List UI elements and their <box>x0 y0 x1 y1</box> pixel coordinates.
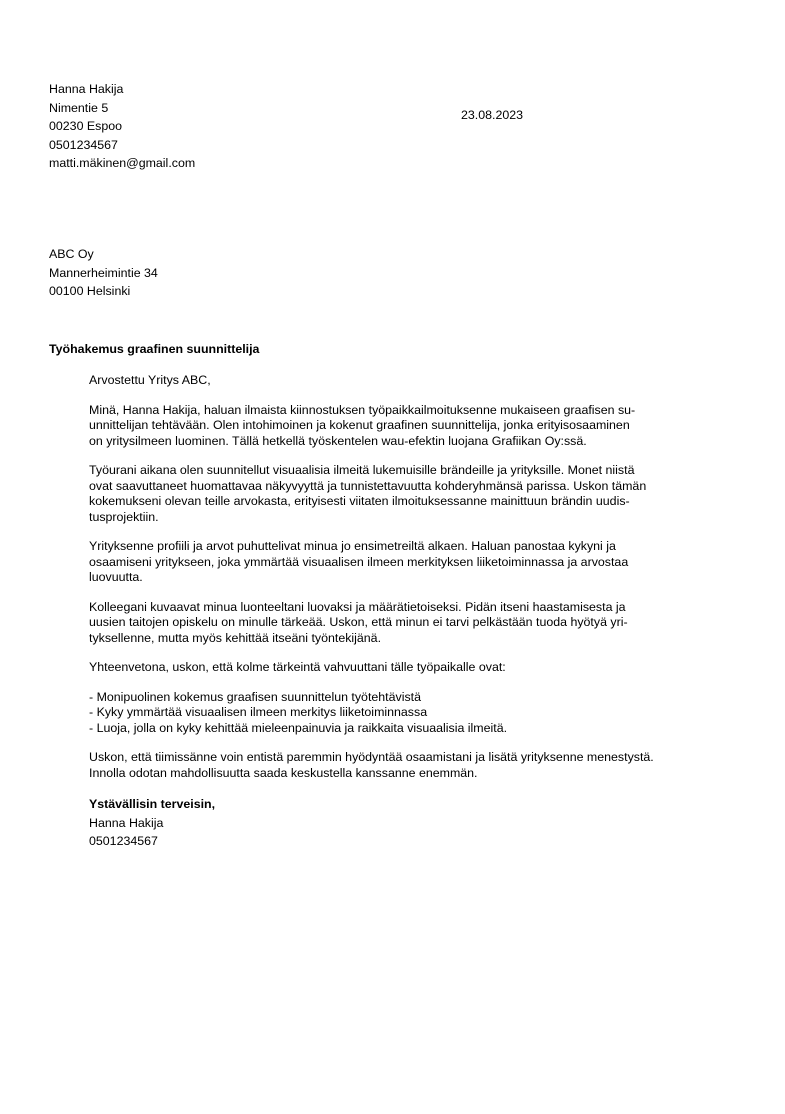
paragraph-line: Innolla odotan mahdollisuutta saada keskustella kanssanne enemmän. <box>89 765 478 780</box>
paragraph-line: on yritysilmeen luominen. Tällä hetkellä työskentelen wau-efektin luojana Grafiikan Oy:ssä. <box>89 433 587 448</box>
paragraph-line: unnittelijan tehtävään. Olen intohimoinen ja kokenut graafinen suunnittelija, jonka erityisosaaminen <box>89 418 630 432</box>
greeting: Arvostettu Yritys ABC, <box>89 373 211 387</box>
sender-phone: 0501234567 <box>49 137 118 152</box>
letter-date: 23.08.2023 <box>461 108 524 122</box>
paragraph-line: kokemukseni olevan teille arvokasta, erityisesti viitaten ilmoituksessanne mainittuun brändin uudis- <box>89 494 630 508</box>
paragraph-line: luovuutta. <box>89 570 143 584</box>
recipient-company: ABC Oy <box>49 247 94 261</box>
recipient-postal: 00100 Helsinki <box>49 284 131 298</box>
closing-name: Hanna Hakija <box>89 815 164 830</box>
paragraph-line: ovat saavuttaneet huomattavaa näkyvyyttä ja tunnistettavuutta kohderyhmänsä parissa. Uskon tämän <box>89 478 647 493</box>
closing-salutation: Ystävällisin terveisin, <box>89 797 216 811</box>
recipient-street: Mannerheimintie 34 <box>49 265 158 280</box>
paragraph-line: osaamiseni yritykseen, joka ymmärtää visuaalisen ilmeen merkityksen liiketoiminnassa ja arvostaa <box>89 554 629 569</box>
paragraph-line: tusprojektiin. <box>89 509 159 524</box>
list-item: - Luoja, jolla on kyky kehittää mieleenpainuvia ja raikkaita visuaalisia ilmeitä. <box>89 720 508 735</box>
paragraph-line: Uskon, että tiimissänne voin entistä paremmin hyödyntää osaamistani ja lisätä yrityksenne menestystä. <box>89 750 654 764</box>
paragraph-line: uusien taitojen opiskelu on minulle tärkeää. Uskon, että minun ei tarvi pelkästään tuoda hyötyä yri- <box>89 615 628 629</box>
paragraph-introduction <box>89 403 714 450</box>
paragraph-conclusion <box>89 750 714 781</box>
closing-phone: 0501234567 <box>89 834 158 848</box>
sender-street: Nimentie 5 <box>49 100 109 115</box>
paragraph-line: Yhteenvetona, uskon, että kolme tärkeintä vahvuuttani tälle työpaikalle ovat: <box>89 660 506 674</box>
paragraph-line: Minä, Hanna Hakija, haluan ilmaista kiinnostuksen työpaikkailmoituksenne mukaiseen graafisen su- <box>89 402 636 417</box>
letter-body <box>89 373 714 851</box>
letter-subject: Työhakemus graafinen suunnittelija <box>49 342 260 356</box>
list-item: - Kyky ymmärtää visuaalisen ilmeen merkitys liiketoiminnassa <box>89 705 428 719</box>
paragraph-personality <box>89 600 714 647</box>
sender-address-block <box>49 80 195 173</box>
sender-email: matti.mäkinen@gmail.com <box>49 156 196 170</box>
sender-name: Hanna Hakija <box>49 82 124 96</box>
list-item: - Monipuolinen kokemus graafisen suunnittelun työtehtävistä <box>89 689 421 704</box>
sender-postal: 00230 Espoo <box>49 119 123 133</box>
paragraph-line: Kolleegani kuvaavat minua luonteeltani luovaksi ja määrätietoiseksi. Pidän itseni haastamisesta ja <box>89 599 626 614</box>
paragraph-summary-intro <box>89 660 714 676</box>
strengths-list <box>89 690 714 737</box>
paragraph-line: Työurani aikana olen suunnitellut visuaalisia ilmeitä lukemuisille brändeille ja yrityksille. Monet niistä <box>89 463 635 477</box>
paragraph-experience <box>89 463 714 525</box>
closing-block <box>89 795 714 851</box>
recipient-address-block <box>49 245 158 301</box>
paragraph-line: tyksellenne, mutta myös kehittää itseäni työntekijänä. <box>89 630 382 645</box>
paragraph-line: Yrityksenne profiili ja arvot puhuttelivat minua jo ensimetreiltä alkaen. Haluan panostaa kykyni ja <box>89 539 616 553</box>
paragraph-company-values <box>89 539 714 586</box>
